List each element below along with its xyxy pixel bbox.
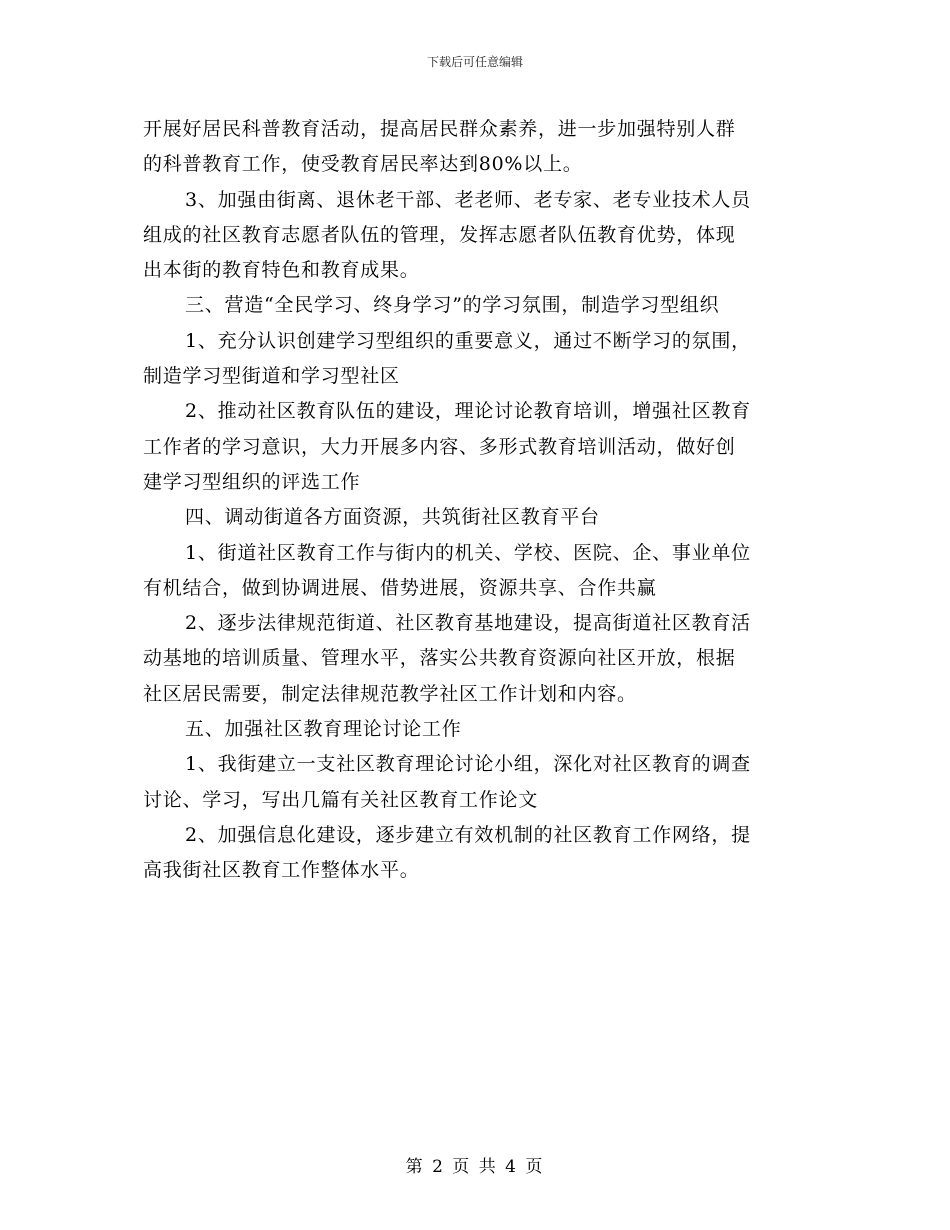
section-heading-5 bbox=[143, 712, 808, 747]
text-line: 制造学习型街道和学习型社区 bbox=[143, 365, 400, 388]
text-line: 五、加强社区教育理论讨论工作 bbox=[185, 718, 462, 741]
paragraph-section5-item-2 bbox=[143, 818, 808, 889]
text-line: 四、调动街道各方面资源，共筑街社区教育平台 bbox=[185, 506, 600, 529]
text-line: 1、我街建立一支社区教育理论讨论小组，深化对社区教育的调查 bbox=[185, 753, 751, 776]
text-line: 的科普教育工作，使受教育居民率达到80%以上。 bbox=[143, 153, 583, 176]
text-line: 工作者的学习意识，大力开展多内容、多形式教育培训活动，做好创 bbox=[143, 435, 736, 458]
text-line: 建学习型组织的评选工作 bbox=[143, 470, 361, 493]
text-line: 3、加强由街离、退休老干部、老老师、老专家、老专业技术人员 bbox=[185, 188, 751, 211]
text-line: 高我街社区教育工作整体水平。 bbox=[143, 859, 420, 882]
page-number: 第 2 页 共 4 页 bbox=[405, 1157, 545, 1177]
text-line: 2、逐步法律规范街道、社区教育基地建设，提高街道社区教育活 bbox=[185, 612, 751, 635]
text-line: 2、推动社区教育队伍的建设，理论讨论教育培训，增强社区教育 bbox=[185, 400, 751, 423]
paragraph-section4-item-2 bbox=[143, 606, 808, 712]
text-line: 1、充分认识创建学习型组织的重要意义，通过不断学习的氛围， bbox=[185, 329, 751, 352]
paragraph-section3-item-2 bbox=[143, 394, 808, 500]
document-body bbox=[143, 112, 808, 889]
text-line: 动基地的培训质量、管理水平，落实公共教育资源向社区开放，根据 bbox=[143, 647, 736, 670]
text-line: 出本街的教育特色和教育成果。 bbox=[143, 259, 420, 282]
text-line: 2、加强信息化建设，逐步建立有效机制的社区教育工作网络，提 bbox=[185, 823, 751, 846]
paragraph-section3-item-1 bbox=[143, 324, 808, 395]
text-line: 三、营造“全民学习、终身学习”的学习氛围，制造学习型组织 bbox=[185, 294, 720, 317]
page-header: 下载后可任意编辑 bbox=[426, 55, 523, 69]
text-line: 1、街道社区教育工作与街内的机关、学校、医院、企、事业单位 bbox=[185, 541, 751, 564]
paragraph-continuation bbox=[143, 112, 808, 183]
paragraph-item-3 bbox=[143, 183, 808, 289]
text-line: 讨论、学习，写出几篇有关社区教育工作论文 bbox=[143, 788, 539, 811]
text-line: 组成的社区教育志愿者队伍的管理，发挥志愿者队伍教育优势，体现 bbox=[143, 223, 736, 246]
text-line: 有机结合，做到协调进展、借势进展，资源共享、合作共赢 bbox=[143, 576, 657, 599]
text-line: 社区居民需要，制定法律规范教学社区工作计划和内容。 bbox=[143, 682, 637, 705]
paragraph-section5-item-1 bbox=[143, 747, 808, 818]
paragraph-section4-item-1 bbox=[143, 536, 808, 607]
section-heading-4 bbox=[143, 500, 808, 535]
section-heading-3 bbox=[143, 288, 808, 323]
text-line: 开展好居民科普教育活动，提高居民群众素养，进一步加强特别人群 bbox=[143, 118, 736, 140]
